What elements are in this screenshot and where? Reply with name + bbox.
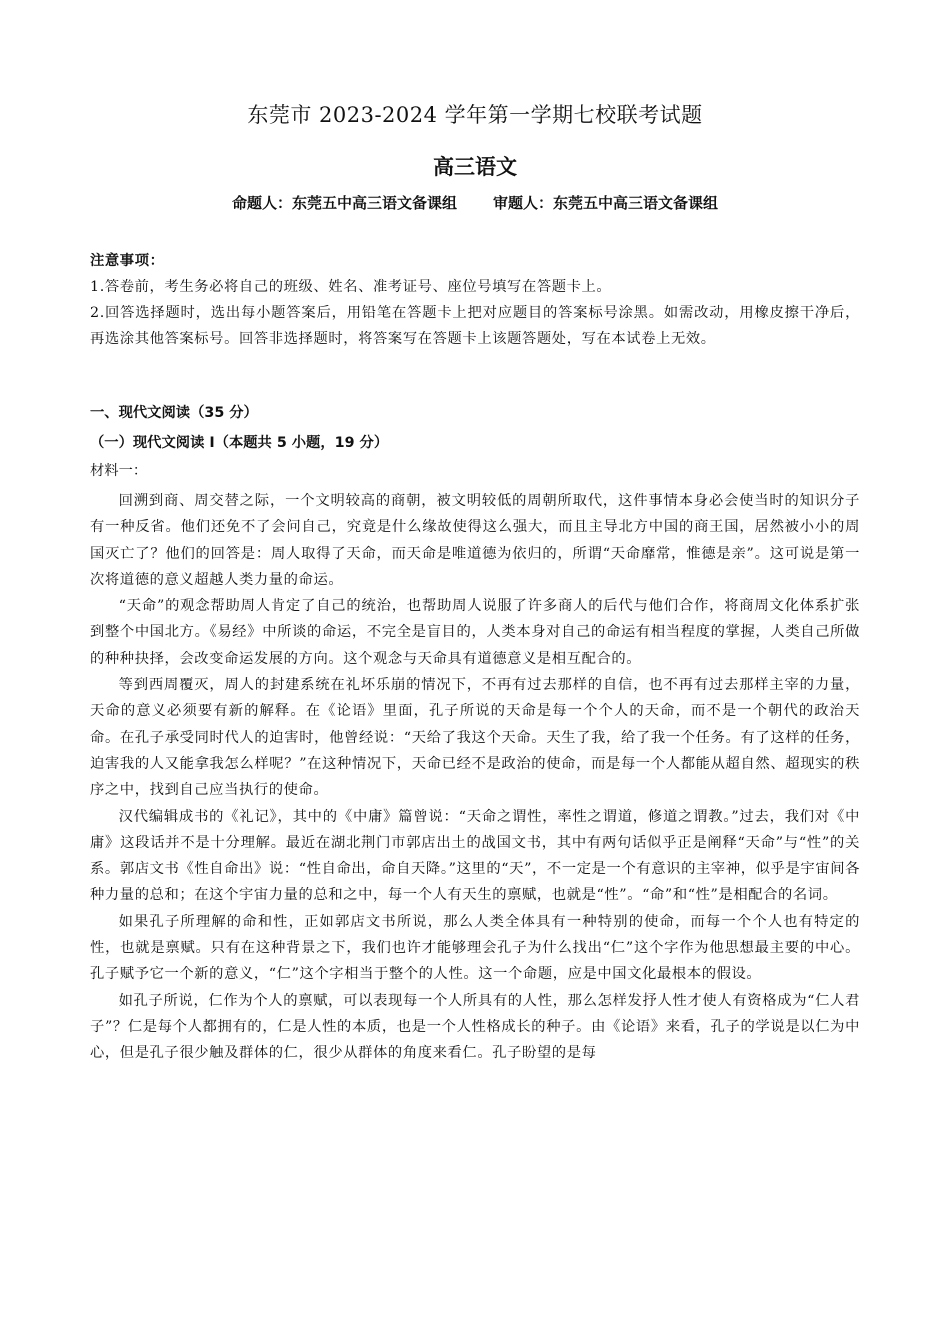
- note-item: 1.答卷前，考生务必将自己的班级、姓名、准考证号、座位号填写在答题卡上。: [90, 279, 612, 295]
- question-setter: 命题人：东莞五中高三语文备课组: [231, 194, 457, 212]
- passage-paragraph: 等到西周覆灭，周人的封建系统在礼坏乐崩的情况下，不再有过去那样的自信，也不再有过去那样主宰的力量，天命的意义必须要有新的解释。在《论语》里面，孔子所说的天命是每一个个人的天命，而不是一个朝代的政治天命。在孔子承受同时代人的迫害时，他曾经说：“天给了我这个天命。天生了我，给了我一个任务。有了这样的任务，迫害我的人又能拿我怎么样呢？”在这种情况下，天命已经不是政治的使命，而是每一个人都能从超自然、超现实的秩序之中，找到自己应当执行的使命。: [90, 677, 860, 799]
- material-label: 材料一：: [90, 463, 148, 479]
- authors-line: [0, 192, 950, 214]
- notes-heading: 注意事项：: [90, 253, 165, 269]
- question-reviewer: 审题人：东莞五中高三语文备课组: [493, 194, 719, 212]
- exam-title: 东莞市 2023-2024 学年第一学期七校联考试题: [247, 103, 703, 127]
- passage-paragraph: “天命”的观念帮助周人肯定了自己的统治，也帮助周人说服了许多商人的后代与他们合作，将商周文化体系扩张到整个中国北方。《易经》中所谈的命运，不完全是盲目的，人类本身对自己的命运有相当程度的掌握，人类自己所做的种种抉择，会改变命运发展的方向。这个观念与天命具有道德意义是相互配合的。: [90, 598, 860, 667]
- subsection-heading: （一）现代文阅读 I（本题共 5 小题，19 分）: [90, 435, 389, 451]
- passage-paragraph: 如孔子所说，仁作为个人的禀赋，可以表现每一个人所具有的人性，那么怎样发抒人性才使人有资格成为“仁人君子”？仁是每个人都拥有的，仁是人性的本质，也是一个人性格成长的种子。由《论语》来看，孔子的学说是以仁为中心，但是孔子很少触及群体的仁，很少从群体的角度来看仁。孔子盼望的是每: [90, 992, 860, 1062]
- section-heading: 一、现代文阅读（35 分）: [90, 405, 258, 421]
- passage-paragraph: 汉代编辑成书的《礼记》，其中的《中庸》篇曾说：“天命之谓性，率性之谓道，修道之谓教。”过去，我们对《中庸》这段话并不是十分理解。最近在湖北荆门市郭店出土的战国文书，其中有两句话似乎正是阐释“天命”与“性”的关系。郭店文书《性自命出》说：“性自命出，命自天降。”这里的“天”，不一定是一个有意识的主宰神，似乎是宇宙间各种力量的总和；在这个宇宙力量的总和之中，每一个人有天生的禀赋，也就是“性”。“命”和“性”是相配合的名词。: [90, 808, 860, 904]
- note-item: 2.回答选择题时，选出每小题答案后，用铅笔在答题卡上把对应题目的答案标号涂黑。如需改动，用橡皮擦干净后，再选涂其他答案标号。回答非选择题时，将答案写在答题卡上该题答题处，写在本试卷上无效。: [90, 305, 860, 347]
- subject-title: 高三语文: [433, 155, 517, 179]
- passage-paragraph: 回溯到商、周交替之际，一个文明较高的商朝，被文明较低的周朝所取代，这件事情本身必会使当时的知识分子有一种反省。他们还免不了会问自己，究竟是什么缘故使得这么强大，而且主导北方中国的商王国，居然被小小的周国灭亡了？他们的回答是：周人取得了天命，而天命是唯道德为依归的，所谓“天命靡常，惟德是亲”。这可说是第一次将道德的意义超越人类力量的命运。: [90, 493, 860, 588]
- notes-block: [90, 248, 860, 352]
- reading-passage: [90, 488, 860, 1067]
- passage-paragraph: 如果孔子所理解的命和性，正如郭店文书所说，那么人类全体具有一种特别的使命，而每一个个人也有特定的性，也就是禀赋。只有在这种背景之下，我们也许才能够理会孔子为什么找出“仁”这个字作为他思想最主要的中心。孔子赋予它一个新的意义，“仁”这个字相当于整个的人性。这一个命题，应是中国文化最根本的假设。: [90, 913, 860, 983]
